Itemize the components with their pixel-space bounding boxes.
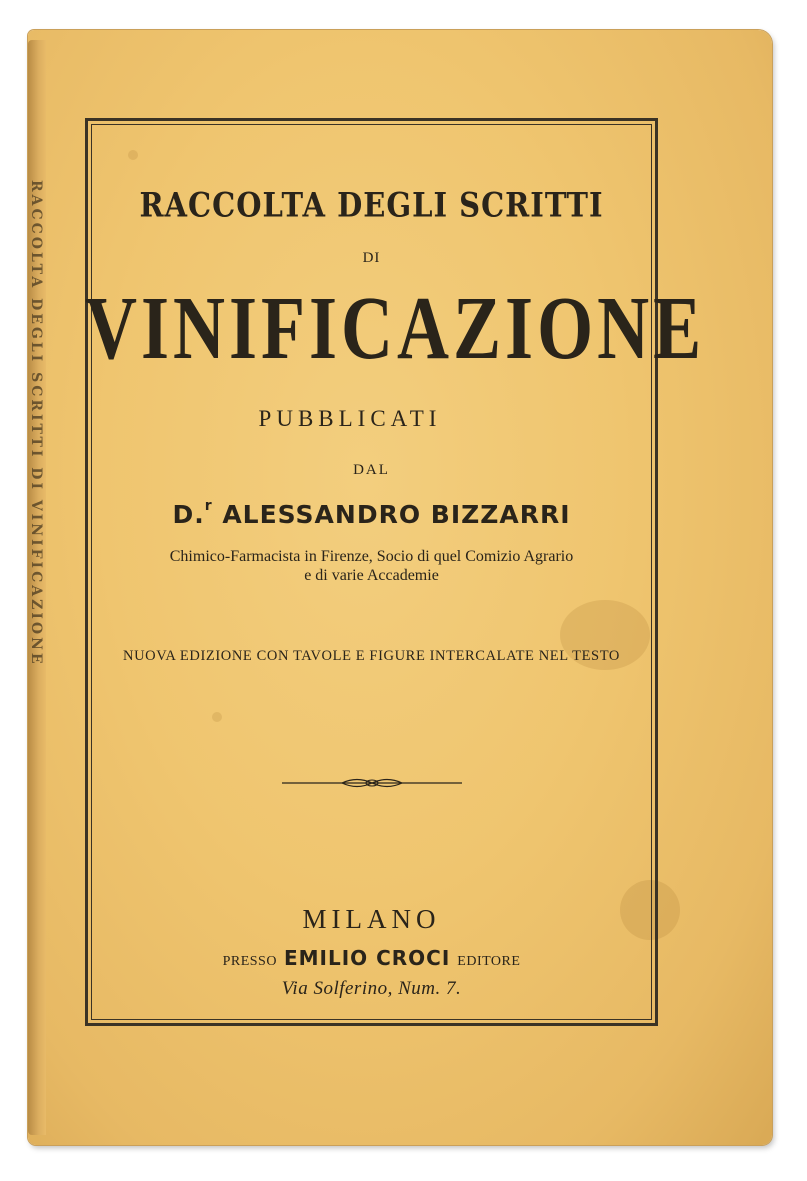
edition-statement: NUOVA EDIZIONE CON TAVOLE E FIGURE INTERCALATE NEL TESTO: [123, 648, 620, 664]
published-label: PUBBLICATI: [258, 406, 442, 431]
publisher-address: Via Solferino, Num. 7.: [281, 978, 462, 999]
publisher-name: EMILIO CROCI: [283, 946, 451, 970]
author-prefix: D.: [172, 500, 205, 529]
author-line: [85, 500, 658, 529]
author-prefix-sup: r: [204, 498, 213, 514]
editore-label: EDITORE: [457, 954, 521, 969]
affiliation-line-1: Chimico-Farmacista in Firenze, Socio di quel Comizio Agrario: [169, 548, 574, 565]
main-title: VINIFICAZIONE: [85, 278, 706, 378]
author-name: ALESSANDRO BIZZARRI: [222, 500, 571, 529]
city-label: MILANO: [302, 904, 441, 934]
presso-label: PRESSO: [222, 954, 277, 969]
by-label: DAL: [353, 462, 390, 478]
title-line-2: DI: [362, 250, 381, 266]
affiliation-line-2: e di varie Accademie: [304, 567, 439, 584]
publisher-line: [85, 946, 658, 970]
ornament-divider-icon: [282, 773, 462, 793]
title-line-1: RACCOLTA DEGLI SCRITTI: [139, 185, 604, 225]
spine-title: RACCOLTA DEGLI SCRITTI DI VINIFICAZIONE: [28, 180, 44, 667]
